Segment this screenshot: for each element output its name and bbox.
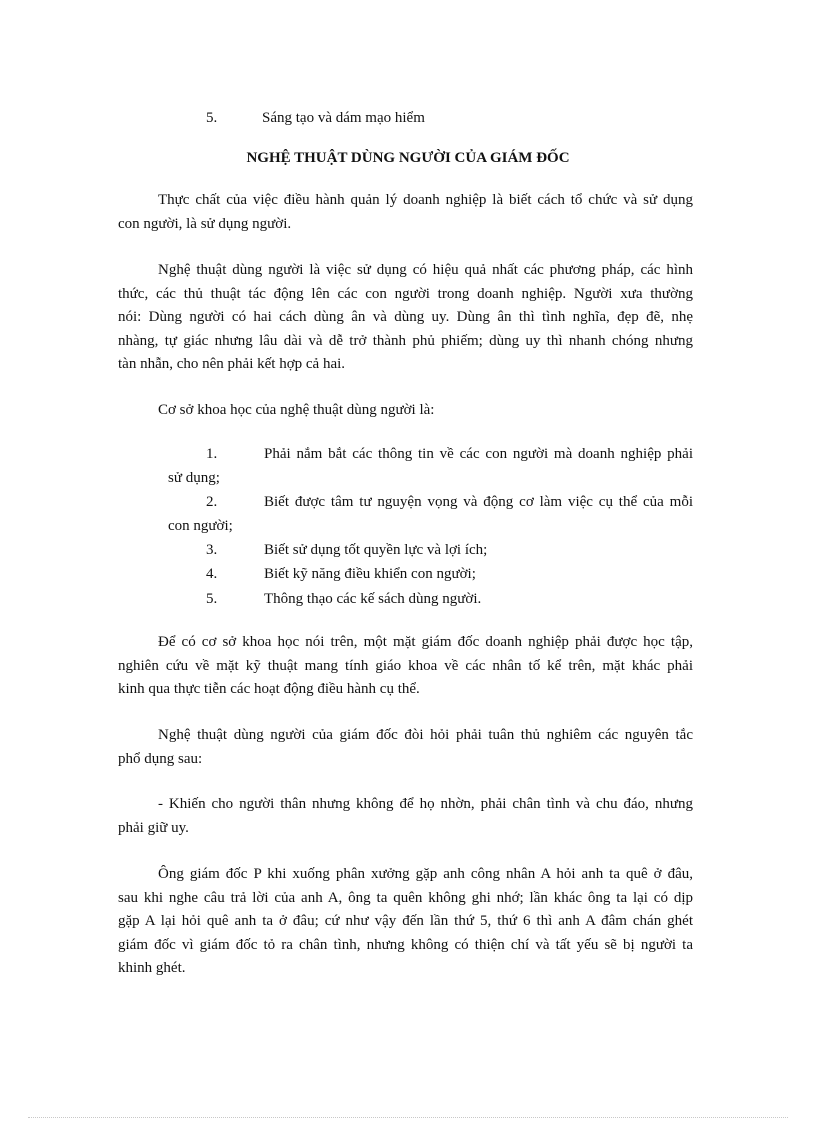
list-item-3-number: 3. [206, 542, 218, 558]
para3: Cơ sở khoa học của nghệ thuật dùng người là: [158, 402, 435, 418]
para4-line3: kinh qua thực tiễn các hoạt động điều hành cụ thể. [118, 681, 420, 697]
list-item-5-number: 5. [206, 591, 218, 607]
para2-line4: nhàng, tự giác nhưng lâu dài và dễ trở thành phủ phiếm; dùng uy thì nhanh chóng nhưng [118, 333, 693, 349]
list-item-1-number: 1. [206, 446, 218, 462]
para5-line1: Nghệ thuật dùng người của giám đốc đòi hỏi phải tuân thủ nghiêm các nguyên tắc [158, 727, 693, 743]
list-item-2-line1: Biết được tâm tư nguyện vọng và động cơ làm việc cụ thể của mỗi [264, 494, 693, 510]
para2-line1: Nghệ thuật dùng người là việc sử dụng có hiệu quả nhất các phương pháp, các hình [158, 262, 693, 278]
para2-line5: tàn nhẫn, cho nên phải kết hợp cả hai. [118, 356, 346, 372]
para7-line2: sau khi nghe câu trả lời của anh A, ông ta quên không ghi nhớ; lần khác ông ta lại có dịp [118, 890, 693, 906]
para2-line3: nói: Dùng người có hai cách dùng ân và dùng uy. Dùng ân thì tình nghĩa, đẹp đẽ, nhẹ [118, 309, 693, 325]
list-item-5-text: Thông thạo các kế sách dùng người. [264, 591, 482, 607]
page-bottom-rule [28, 1117, 788, 1118]
list-item-4-number: 4. [206, 566, 218, 582]
list-item-4-text: Biết kỹ năng điều khiển con người; [264, 566, 476, 582]
para5-line2: phổ dụng sau: [118, 751, 203, 767]
para4-line1: Để có cơ sở khoa học nói trên, một mặt giám đốc doanh nghiệp phải được học tập, [158, 634, 693, 650]
top-item-number: 5. [206, 110, 218, 126]
para7-line1: Ông giám đốc P khi xuống phân xưởng gặp anh công nhân A hỏi anh ta quê ở đâu, [158, 866, 693, 882]
para7-line3: gặp A lại hỏi quê anh ta ở đâu; cứ như vậy đến lần thứ 5, thứ 6 thì anh A đâm chán ghét [118, 913, 693, 929]
para7-line5: khinh ghét. [118, 960, 186, 976]
list-item-3-text: Biết sử dụng tốt quyền lực và lợi ích; [264, 542, 488, 558]
para6-line2: phải giữ uy. [118, 820, 189, 836]
list-item-1-line2: sử dụng; [168, 470, 220, 486]
list-item-1-line1: Phải nắm bắt các thông tin về các con người mà doanh nghiệp phải [264, 446, 693, 462]
para4-line2: nghiên cứu về mặt kỹ thuật mang tính giáo khoa về các nhân tố kể trên, mặt khác phải [118, 658, 693, 674]
list-item-2-line2: con người; [168, 518, 233, 534]
list-item-2-number: 2. [206, 494, 218, 510]
page-title: NGHỆ THUẬT DÙNG NGƯỜI CỦA GIÁM ĐỐC [246, 150, 570, 166]
para6-line1: - Khiến cho người thân nhưng không để họ nhờn, phải chân tình và chu đáo, nhưng [158, 796, 693, 812]
para7-line4: giám đốc vì giám đốc tỏ ra chân tình, nhưng không có thiện chí và tất yếu sẽ bị người ta [118, 937, 693, 953]
para1-line2: con người, là sử dụng người. [118, 216, 292, 232]
para1-line1: Thực chất của việc điều hành quản lý doanh nghiệp là biết cách tổ chức và sử dụng [158, 192, 693, 208]
top-item-text: Sáng tạo và dám mạo hiểm [262, 110, 425, 126]
para2-line2: thức, các thủ thuật tác động lên các con người trong doanh nghiệp. Người xưa thường [118, 286, 693, 302]
